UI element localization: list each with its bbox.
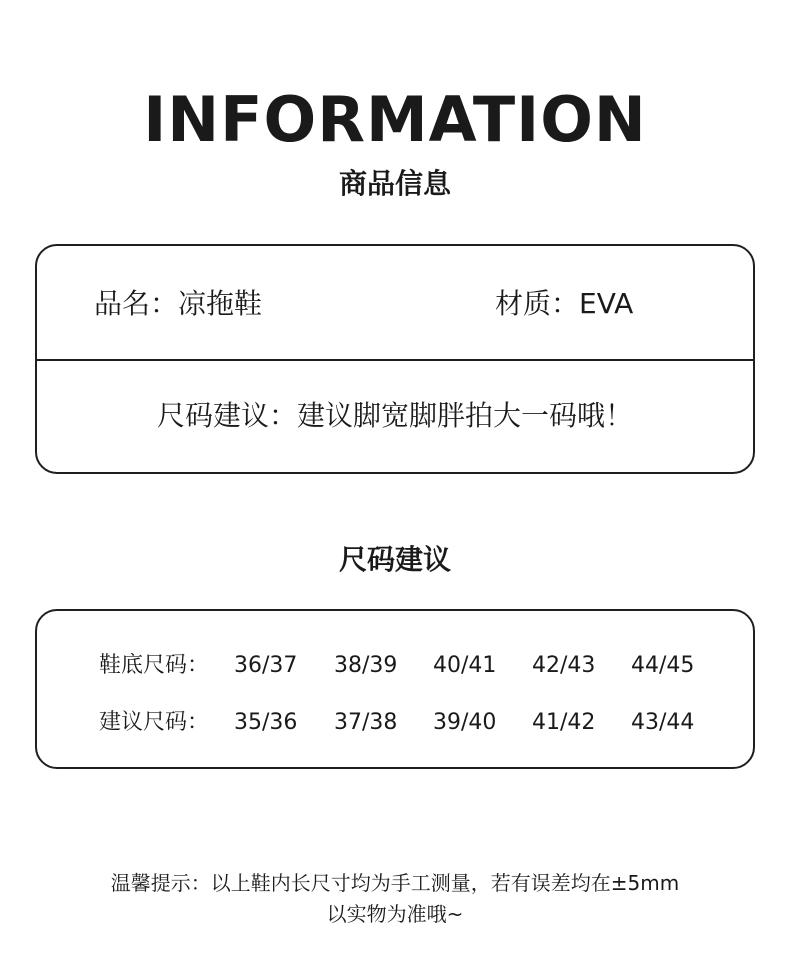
size-cell: 38/39 <box>334 653 398 678</box>
size-cell: 41/42 <box>532 710 596 735</box>
size-advice-label: 尺码建议： <box>156 399 297 432</box>
size-advice <box>37 398 753 434</box>
size-advice-row <box>37 361 753 472</box>
size-cell: 36/37 <box>234 653 298 678</box>
page-title: INFORMATION <box>143 83 647 156</box>
section-subtitle-size-advice: 尺码建议 <box>338 543 451 576</box>
size-row-sole <box>37 651 753 681</box>
product-name-value: 凉拖鞋 <box>178 287 263 320</box>
size-cell: 43/44 <box>631 710 695 735</box>
tip-note-line-2: 以实物为准哦~ <box>326 902 464 926</box>
size-row-recommended <box>37 708 753 738</box>
size-row-label: 鞋底尺码： <box>99 653 210 678</box>
product-name <box>94 286 262 322</box>
size-cell: 35/36 <box>234 710 298 735</box>
product-material <box>495 286 633 322</box>
size-cell: 39/40 <box>433 710 497 735</box>
size-cell: 37/38 <box>334 710 398 735</box>
size-cell: 44/45 <box>631 653 695 678</box>
product-material-value: EVA <box>579 287 634 320</box>
section-subtitle-product-info: 商品信息 <box>338 167 451 200</box>
size-advice-value: 建议脚宽脚胖拍大一码哦！ <box>297 399 634 432</box>
size-cell: 42/43 <box>532 653 596 678</box>
product-name-label: 品名： <box>94 287 179 320</box>
tip-note-line-1: 温馨提示：以上鞋内长尺寸均为手工测量，若有误差均在±5mm <box>110 871 680 895</box>
size-cell: 40/41 <box>433 653 497 678</box>
size-table-box <box>35 609 755 769</box>
size-row-label: 建议尺码： <box>99 710 210 735</box>
product-info-row <box>37 246 753 361</box>
product-material-label: 材质： <box>495 287 580 320</box>
product-info-box <box>35 244 755 474</box>
